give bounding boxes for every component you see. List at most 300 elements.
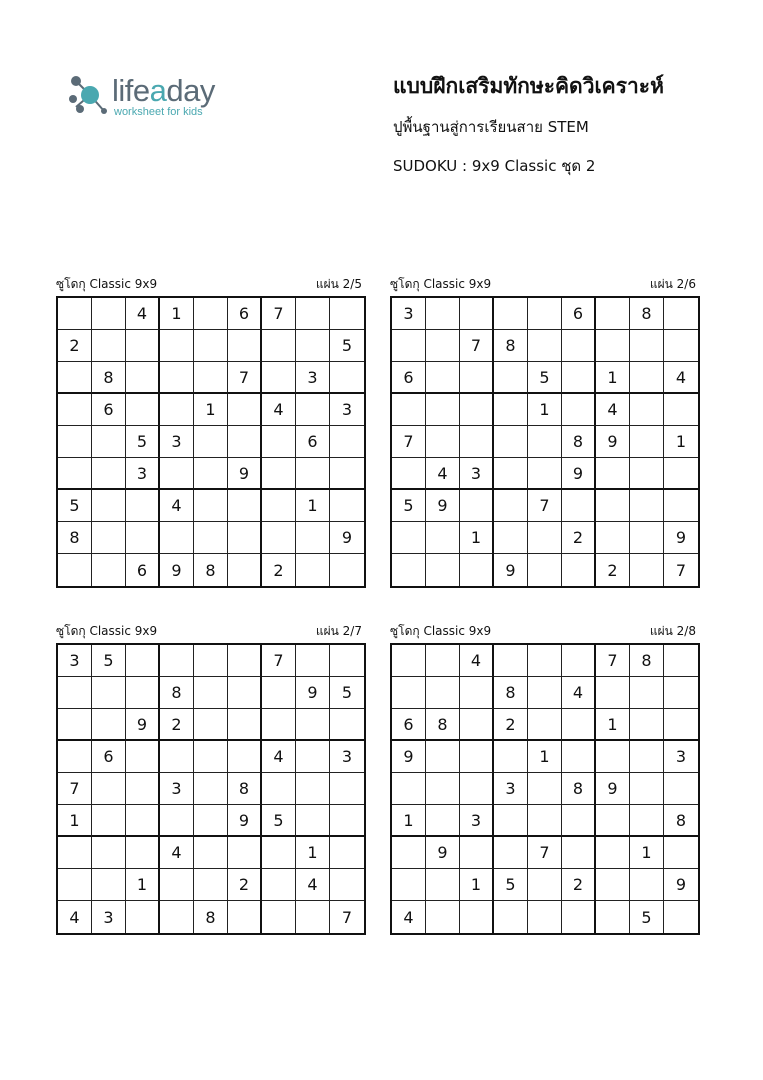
sudoku-cell [228,645,262,677]
sudoku-cell: 9 [296,677,330,709]
sudoku-cell: 8 [494,330,528,362]
sudoku-cell: 3 [330,741,364,773]
sudoku-cell [194,709,228,741]
sudoku-cell: 2 [262,554,296,586]
sudoku-cell [392,869,426,901]
sudoku-cell [528,901,562,933]
sudoku-cell [228,522,262,554]
sudoku-cell [528,869,562,901]
sudoku-cell: 9 [426,837,460,869]
sudoku-cell: 6 [92,741,126,773]
worksheet-subtitle: ปูพื้นฐานสู่การเรียนสาย STEM [393,118,589,136]
sudoku-cell [92,677,126,709]
sudoku-grid [390,296,700,588]
sudoku-cell [494,805,528,837]
sudoku-cell [494,362,528,394]
sudoku-cell [296,645,330,677]
sudoku-cell [194,458,228,490]
sudoku-cell: 9 [330,522,364,554]
sudoku-cell [126,677,160,709]
sudoku-cell [392,394,426,426]
sudoku-cell [460,490,494,522]
sudoku-cell [528,298,562,330]
sudoku-cell [296,458,330,490]
sudoku-cell [160,645,194,677]
sudoku-cell: 7 [596,645,630,677]
sudoku-cell: 1 [630,837,664,869]
puzzle-sheet-number: แผ่น 2/7 [315,624,362,638]
sudoku-cell [330,426,364,458]
sudoku-cell [330,554,364,586]
sudoku-cell [664,773,698,805]
sudoku-cell [228,901,262,933]
sudoku-cell [630,805,664,837]
sudoku-cell [460,741,494,773]
sudoku-cell: 3 [58,645,92,677]
sudoku-cell: 8 [562,426,596,458]
puzzle-label: ซูโดกุ Classic 9x9 [56,624,158,638]
sudoku-cell [194,426,228,458]
sudoku-cell [262,901,296,933]
sudoku-cell [630,426,664,458]
sudoku-cell: 7 [58,773,92,805]
sudoku-cell: 7 [262,645,296,677]
sudoku-cell [562,805,596,837]
sudoku-cell [460,901,494,933]
sudoku-cell: 1 [596,362,630,394]
sudoku-cell: 4 [262,741,296,773]
sudoku-cell: 4 [426,458,460,490]
sudoku-cell [126,805,160,837]
sudoku-cell [562,837,596,869]
sudoku-cell: 8 [562,773,596,805]
sudoku-cell: 9 [126,709,160,741]
sudoku-cell: 2 [562,869,596,901]
sudoku-cell: 7 [262,298,296,330]
sudoku-cell [296,330,330,362]
sudoku-cell: 9 [228,458,262,490]
sudoku-cell [330,298,364,330]
sudoku-cell [426,362,460,394]
sudoku-cell [528,773,562,805]
sudoku-cell [330,869,364,901]
sudoku-cell [160,330,194,362]
sudoku-cell: 4 [460,645,494,677]
sudoku-cell [630,554,664,586]
sudoku-cell [330,709,364,741]
sudoku-cell [494,490,528,522]
sudoku-cell [160,394,194,426]
sudoku-cell: 3 [494,773,528,805]
sudoku-cell [262,490,296,522]
sudoku-cell [194,645,228,677]
sudoku-cell [494,645,528,677]
sudoku-cell: 3 [664,741,698,773]
sudoku-cell [126,362,160,394]
sudoku-cell [58,298,92,330]
logo-wordmark: lifeaday [112,73,215,108]
sudoku-cell [596,869,630,901]
sudoku-cell [126,330,160,362]
sudoku-cell: 2 [160,709,194,741]
sudoku-cell [92,837,126,869]
sudoku-cell: 9 [596,773,630,805]
sudoku-cell [92,709,126,741]
sudoku-puzzle [56,625,362,935]
sudoku-cell [262,837,296,869]
sudoku-cell [664,330,698,362]
sudoku-cell [392,773,426,805]
sudoku-cell [194,837,228,869]
sudoku-cell: 7 [528,837,562,869]
sudoku-cell [562,362,596,394]
sudoku-cell [194,741,228,773]
sudoku-cell [126,394,160,426]
sudoku-cell [494,901,528,933]
sudoku-cell [92,490,126,522]
sudoku-cell [426,869,460,901]
sudoku-cell [596,901,630,933]
sudoku-cell [194,522,228,554]
sudoku-cell [392,458,426,490]
sudoku-cell [194,805,228,837]
sudoku-cell: 9 [562,458,596,490]
sudoku-cell: 1 [392,805,426,837]
sudoku-cell [228,490,262,522]
sudoku-cell [460,554,494,586]
sudoku-cell: 8 [194,554,228,586]
sudoku-cell: 1 [460,869,494,901]
sudoku-cell [160,901,194,933]
sudoku-cell [630,741,664,773]
sudoku-cell [228,330,262,362]
sudoku-cell [630,677,664,709]
sudoku-cell [58,709,92,741]
sudoku-cell: 9 [664,522,698,554]
sudoku-cell [562,709,596,741]
sudoku-cell: 2 [228,869,262,901]
sudoku-cell [460,773,494,805]
sudoku-cell: 1 [596,709,630,741]
sudoku-cell [596,837,630,869]
sudoku-cell [664,677,698,709]
sudoku-cell [460,426,494,458]
sudoku-cell: 2 [596,554,630,586]
sudoku-cell [228,677,262,709]
sudoku-cell: 4 [562,677,596,709]
sudoku-cell: 7 [228,362,262,394]
sudoku-cell [330,805,364,837]
sudoku-cell: 6 [562,298,596,330]
sudoku-cell: 8 [426,709,460,741]
sudoku-cell: 3 [126,458,160,490]
sudoku-cell [126,522,160,554]
sudoku-cell [58,554,92,586]
sudoku-cell [330,837,364,869]
sudoku-cell [562,330,596,362]
sudoku-cell [562,645,596,677]
sudoku-cell [664,490,698,522]
puzzle-sheet-number: แผ่น 2/5 [315,277,362,291]
sudoku-cell: 8 [630,298,664,330]
sudoku-cell [392,522,426,554]
sudoku-cell: 6 [392,362,426,394]
sudoku-cell [262,869,296,901]
sudoku-cell: 7 [675,560,687,580]
worksheet-title: แบบฝึกเสริมทักษะคิดวิเคราะห์ [393,74,664,98]
sudoku-cell: 4 [296,869,330,901]
sudoku-cell [92,869,126,901]
sudoku-cell [630,773,664,805]
sudoku-cell: 4 [160,837,194,869]
sudoku-cell [194,362,228,394]
sudoku-cell: 1 [58,805,92,837]
sudoku-cell: 1 [528,741,562,773]
puzzle-label: ซูโดกุ Classic 9x9 [390,277,492,291]
sudoku-cell [664,298,698,330]
sudoku-cell [562,741,596,773]
sudoku-cell: 6 [296,426,330,458]
sudoku-cell [664,394,698,426]
sudoku-cell [562,554,596,586]
sudoku-cell [562,490,596,522]
sudoku-cell [58,741,92,773]
sudoku-cell [92,522,126,554]
sudoku-cell: 7 [341,907,353,927]
sudoku-cell: 3 [330,394,364,426]
sudoku-cell [596,490,630,522]
sudoku-cell: 8 [630,645,664,677]
sudoku-cell [630,394,664,426]
sudoku-cell: 3 [296,362,330,394]
sudoku-cell [426,805,460,837]
sudoku-cell [92,330,126,362]
sudoku-cell [262,709,296,741]
sudoku-cell: 6 [392,709,426,741]
sudoku-cell [262,677,296,709]
sudoku-cell [92,298,126,330]
sudoku-cell [460,677,494,709]
sudoku-cell: 4 [58,901,92,933]
sudoku-cell [296,554,330,586]
sudoku-cell: 5 [494,869,528,901]
sudoku-cell [596,677,630,709]
sudoku-cell [296,394,330,426]
sudoku-cell: 8 [664,805,698,837]
sudoku-cell [664,837,698,869]
sudoku-cell [262,362,296,394]
sudoku-cell [630,490,664,522]
sudoku-cell: 3 [160,773,194,805]
sudoku-cell [494,741,528,773]
sudoku-cell [126,901,160,933]
puzzle-label: ซูโดกุ Classic 9x9 [390,624,492,638]
sudoku-cell [426,554,460,586]
sudoku-cell [228,426,262,458]
sudoku-cell [460,298,494,330]
sudoku-cell: 4 [160,490,194,522]
sudoku-cell [664,709,698,741]
sudoku-cell [58,426,92,458]
sudoku-cell: 5 [630,901,664,933]
sudoku-cell [630,869,664,901]
sudoku-cell [296,522,330,554]
sudoku-cell [126,837,160,869]
sudoku-cell [528,645,562,677]
sudoku-cell: 2 [562,522,596,554]
sudoku-puzzle [390,625,696,935]
sudoku-cell: 3 [460,805,494,837]
sudoku-cell [392,554,426,586]
sudoku-cell [160,362,194,394]
sudoku-cell [160,805,194,837]
sudoku-cell: 7 [528,490,562,522]
sudoku-cell [460,394,494,426]
sudoku-cell [562,901,596,933]
sudoku-cell [426,426,460,458]
sudoku-cell: 9 [426,490,460,522]
sudoku-cell [664,645,698,677]
sudoku-cell: 5 [58,490,92,522]
sudoku-cell [426,330,460,362]
sudoku-cell: 3 [160,426,194,458]
puzzle-sheet-number: แผ่น 2/8 [649,624,696,638]
sudoku-cell: 1 [460,522,494,554]
sudoku-cell [528,805,562,837]
sudoku-cell: 9 [596,426,630,458]
sudoku-cell [58,869,92,901]
sudoku-cell: 1 [160,298,194,330]
sudoku-cell [596,458,630,490]
sudoku-cell [126,773,160,805]
sudoku-cell [194,773,228,805]
sudoku-cell [296,709,330,741]
sudoku-cell [494,837,528,869]
sudoku-cell [528,426,562,458]
sudoku-cell: 1 [528,394,562,426]
sudoku-cell [460,837,494,869]
puzzle-label: ซูโดกุ Classic 9x9 [56,277,158,291]
logo-tagline: worksheet for kids [114,106,203,118]
sudoku-cell: 5 [126,426,160,458]
sudoku-cell: 2 [58,330,92,362]
sudoku-cell: 1 [194,394,228,426]
sudoku-cell [426,522,460,554]
sudoku-cell [494,394,528,426]
sudoku-cell: 1 [126,869,160,901]
sudoku-grid [56,643,366,935]
sudoku-cell [630,522,664,554]
sudoku-cell [426,645,460,677]
sudoku-cell [392,837,426,869]
sudoku-cell [330,773,364,805]
sudoku-cell [296,805,330,837]
sudoku-cell [160,869,194,901]
sudoku-cell: 9 [392,741,426,773]
sudoku-cell [392,645,426,677]
sudoku-cell [528,677,562,709]
sudoku-cell [126,645,160,677]
sudoku-cell [494,522,528,554]
sudoku-cell [228,837,262,869]
sudoku-grid [56,296,366,588]
sudoku-cell [330,490,364,522]
sudoku-cell: 7 [392,426,426,458]
sudoku-cell [664,458,698,490]
sudoku-cell [494,426,528,458]
sudoku-puzzle [390,278,696,588]
worksheet-set-label: SUDOKU : 9x9 Classic ชุด 2 [393,157,596,175]
sudoku-cell: 3 [392,298,426,330]
sudoku-cell [426,773,460,805]
sudoku-cell [92,458,126,490]
sudoku-cell [596,522,630,554]
sudoku-cell [58,394,92,426]
sudoku-cell: 9 [228,805,262,837]
sudoku-cell: 8 [194,901,228,933]
sudoku-cell [262,522,296,554]
sudoku-cell [58,837,92,869]
sudoku-cell: 3 [460,458,494,490]
sudoku-cell [392,330,426,362]
sudoku-cell: 6 [92,394,126,426]
sudoku-cell [296,741,330,773]
sudoku-cell [296,773,330,805]
sudoku-cell: 5 [330,677,364,709]
lifeaday-logo [68,73,238,123]
sudoku-cell [92,805,126,837]
sudoku-cell: 8 [160,677,194,709]
sudoku-cell [194,330,228,362]
sudoku-cell: 5 [92,645,126,677]
sudoku-cell [58,677,92,709]
sudoku-cell [262,330,296,362]
sudoku-cell [194,677,228,709]
sudoku-cell [528,522,562,554]
sudoku-cell [528,554,562,586]
sudoku-cell [296,298,330,330]
sudoku-cell: 5 [392,490,426,522]
sudoku-cell [160,741,194,773]
sudoku-cell: 2 [494,709,528,741]
sudoku-cell [160,522,194,554]
sudoku-cell [596,741,630,773]
sudoku-cell [630,458,664,490]
sudoku-cell: 3 [92,901,126,933]
sudoku-cell [426,677,460,709]
sudoku-cell [92,773,126,805]
sudoku-cell: 8 [92,362,126,394]
sudoku-cell [126,490,160,522]
sudoku-cell [262,458,296,490]
sudoku-cell [296,901,330,933]
sudoku-cell: 7 [460,330,494,362]
sudoku-cell: 5 [528,362,562,394]
sudoku-cell [330,458,364,490]
sudoku-cell [92,426,126,458]
sudoku-cell [596,805,630,837]
sudoku-cell [330,362,364,394]
sudoku-cell [494,458,528,490]
sudoku-cell [58,458,92,490]
sudoku-cell [262,773,296,805]
sudoku-cell [262,426,296,458]
sudoku-cell [194,869,228,901]
sudoku-cell: 8 [228,773,262,805]
sudoku-cell [194,490,228,522]
sudoku-cell [426,298,460,330]
sudoku-cell: 8 [58,522,92,554]
